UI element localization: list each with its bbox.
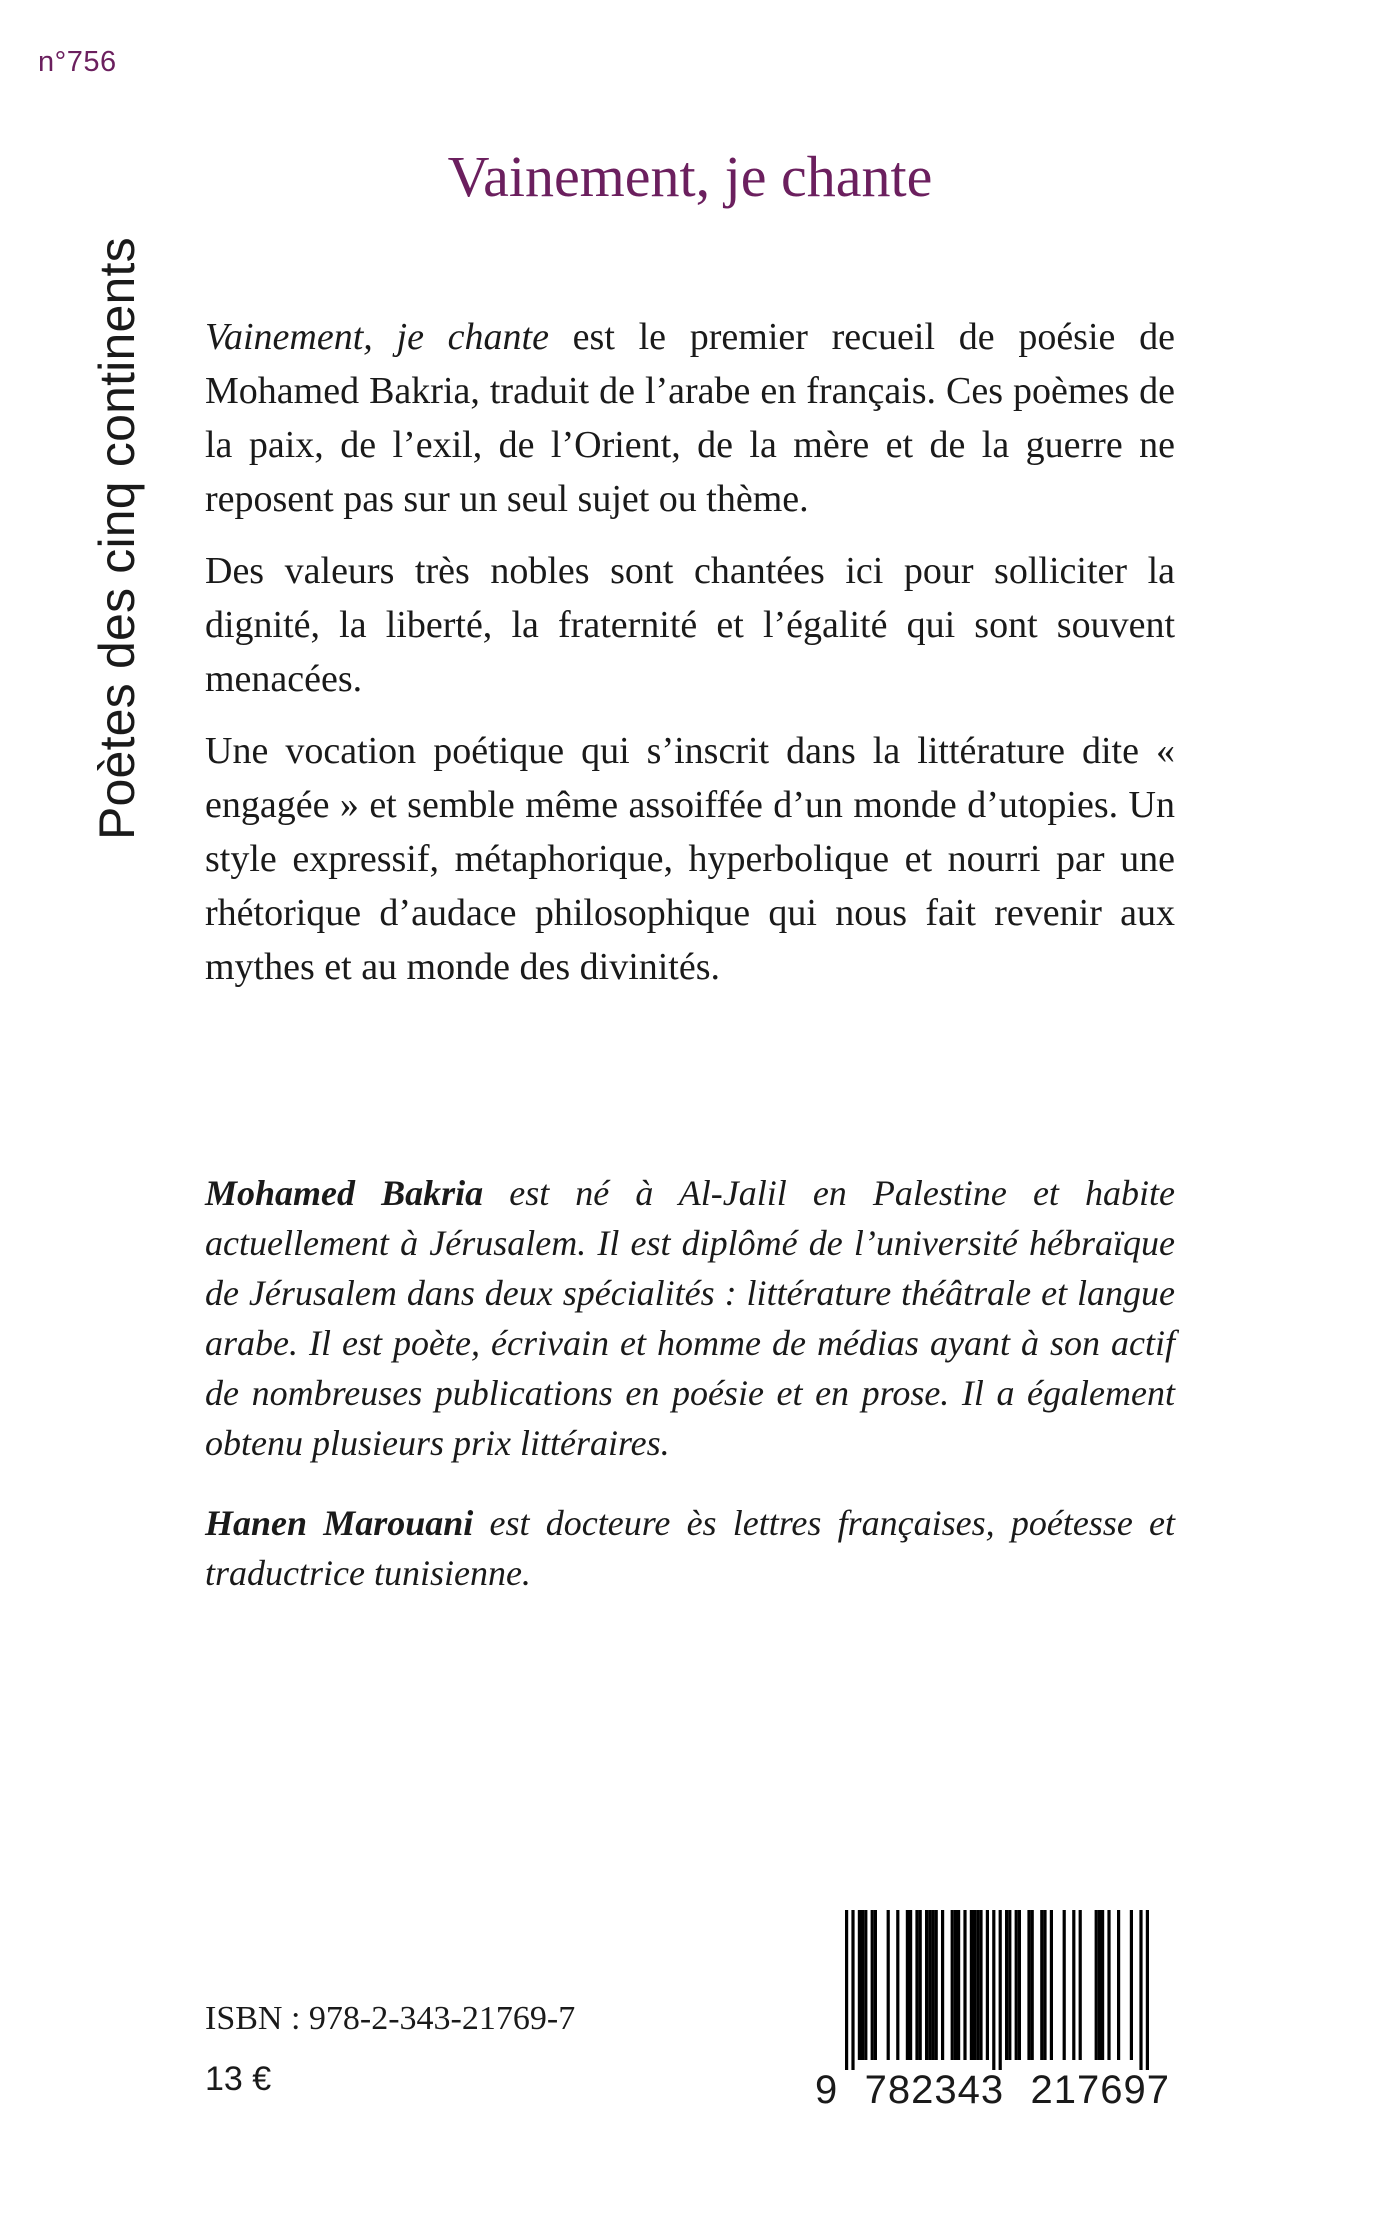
barcode-bar xyxy=(871,1910,874,2060)
barcode-bar xyxy=(931,1910,934,2060)
author-name: Mohamed Bakria xyxy=(205,1173,484,1213)
barcode-bar xyxy=(925,1910,928,2060)
barcode-bar xyxy=(1043,1910,1046,2060)
barcode-bar xyxy=(1040,1910,1043,2060)
barcode-bar xyxy=(992,1910,995,2070)
barcode-bar xyxy=(1015,1910,1018,2060)
blurb xyxy=(205,310,1175,1012)
blurb-paragraph-1-text: est le premier recueil de poésie de Mohamed Bakria, traduit de l’arabe en français. Ces poèmes de la paix, de l’exil, de l’Orient, de la mère et de la guerre ne reposent pas sur un seul sujet ou thème. xyxy=(205,316,1175,520)
barcode-bar xyxy=(851,1910,854,2070)
barcode-digits xyxy=(815,2068,1170,2113)
series-number: n°756 xyxy=(38,46,117,78)
barcode xyxy=(815,1910,1170,2128)
barcode-bar xyxy=(1139,1910,1142,2070)
barcode-bar xyxy=(919,1910,922,2060)
barcode-bar xyxy=(951,1910,954,2060)
barcode-bar xyxy=(1098,1910,1101,2060)
blurb-paragraph-3: Une vocation poétique qui s’inscrit dans la littérature dite « engagée » et semble même assoiffée d’un monde d’utopies. Un style expressif, métaphorique, hyperbolique et nourri par une rhétorique d’audace philosophique qui nous fait revenir aux mythes et au monde des divinités. xyxy=(205,730,1175,988)
translator-name: Hanen Marouani xyxy=(205,1503,474,1543)
price: 13 € xyxy=(205,2060,272,2098)
barcode-bar xyxy=(963,1910,966,2060)
author-bio xyxy=(205,1168,1175,1468)
blurb-title-reference: Vainement, je chante xyxy=(205,316,549,358)
author-bio-text: est né à Al-Jalil en Palestine et habite actuellement à Jérusalem. Il est diplômé de l’université hébraïque de Jérusalem dans deux spécialités : littérature théâtrale et langue arabe. Il est poète, écrivain et homme de médias ayant à son actif de nombreuses publications en poésie et en prose. Il a également obtenu plusieurs prix littéraires. xyxy=(205,1173,1175,1463)
barcode-bar xyxy=(858,1910,861,2060)
barcode-bar xyxy=(986,1910,989,2060)
barcode-bar xyxy=(887,1910,890,2060)
barcode-bar xyxy=(1117,1910,1120,2060)
barcode-right-digits: 217697 xyxy=(1030,2068,1170,2112)
barcode-bar xyxy=(941,1910,944,2060)
barcode-bar xyxy=(864,1910,867,2060)
barcode-bar xyxy=(957,1910,960,2060)
barcode-bars xyxy=(815,1910,1170,2070)
barcode-bar xyxy=(1005,1910,1008,2060)
barcode-bar xyxy=(935,1910,938,2060)
barcode-bar xyxy=(874,1910,877,2060)
translator-bio-text: est docteure ès lettres françaises, poétesse et traductrice tunisienne. xyxy=(205,1503,1175,1593)
barcode-bar xyxy=(973,1910,976,2060)
barcode-lead-digit: 9 xyxy=(815,2068,839,2112)
barcode-bar xyxy=(906,1910,909,2060)
barcode-bar xyxy=(954,1910,957,2060)
barcode-bar xyxy=(999,1910,1002,2070)
translator-bio xyxy=(205,1498,1175,1598)
barcode-bar xyxy=(1130,1910,1133,2060)
barcode-bar xyxy=(845,1910,848,2070)
book-title: Vainement, je chante xyxy=(447,144,933,209)
barcode-bar xyxy=(979,1910,982,2060)
barcode-bar xyxy=(1107,1910,1110,2060)
barcode-bar xyxy=(1018,1910,1021,2060)
barcode-bar xyxy=(1101,1910,1104,2060)
biographies xyxy=(205,1168,1175,1628)
barcode-bar xyxy=(1079,1910,1082,2060)
barcode-bar xyxy=(1146,1910,1149,2070)
blurb-paragraph-1 xyxy=(205,310,1175,526)
series-title-text: Poètes des cinq continents xyxy=(89,237,145,840)
barcode-bar xyxy=(1050,1910,1053,2060)
barcode-bar xyxy=(861,1910,864,2060)
blurb-paragraph-2: Des valeurs très nobles sont chantées ici pour solliciter la dignité, la liberté, la fraternité et l’égalité qui sont souvent menacées. xyxy=(205,550,1175,700)
barcode-bar xyxy=(928,1910,931,2060)
barcode-bar xyxy=(915,1910,918,2060)
barcode-bar xyxy=(1008,1910,1011,2060)
barcode-bar xyxy=(1095,1910,1098,2060)
barcode-bar xyxy=(1027,1910,1030,2060)
barcode-bar xyxy=(970,1910,973,2060)
isbn: ISBN : 978-2-343-21769-7 xyxy=(205,2000,576,2037)
barcode-bar xyxy=(976,1910,979,2060)
barcode-bar xyxy=(1063,1910,1066,2060)
barcode-bar xyxy=(909,1910,912,2060)
barcode-bar xyxy=(1031,1910,1034,2060)
barcode-bar xyxy=(1072,1910,1075,2060)
barcode-bar xyxy=(896,1910,899,2060)
barcode-left-digits: 782343 xyxy=(864,2068,1005,2112)
